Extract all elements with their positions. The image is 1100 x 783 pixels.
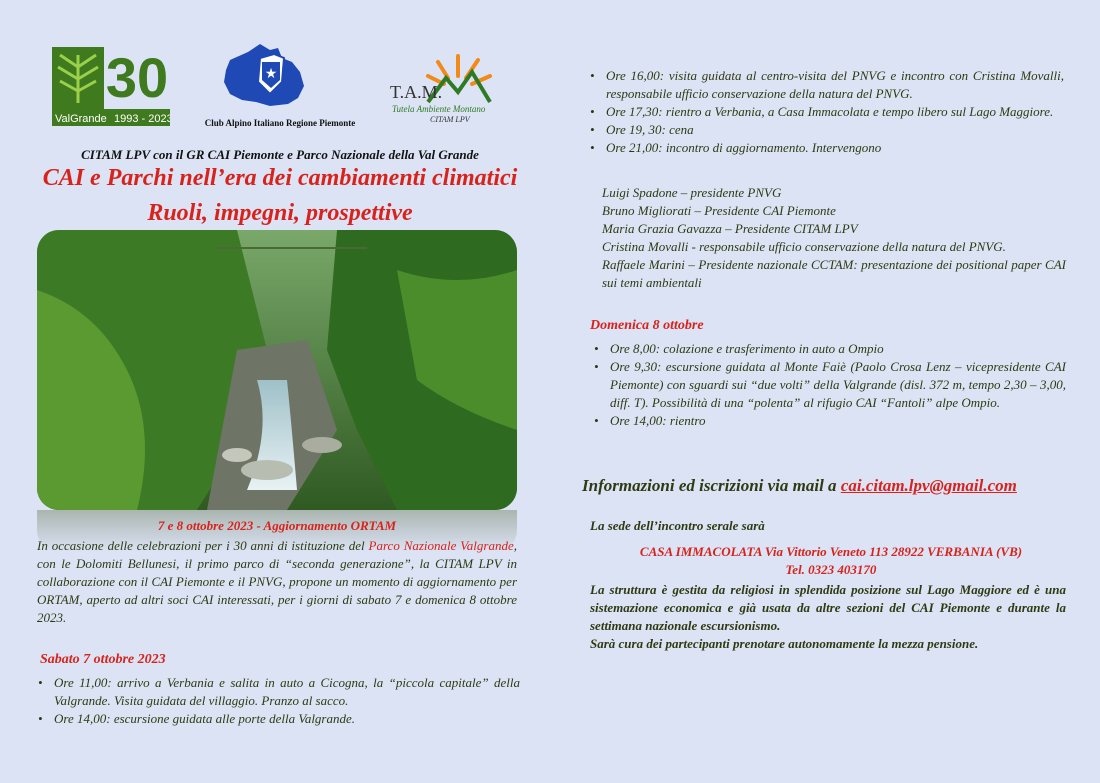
mezza-pensione-text: Sarà cura dei partecipanti prenotare autonomamente la mezza pensione.: [590, 636, 979, 651]
tam-logo: [388, 48, 506, 126]
intro-paragraph: [37, 537, 517, 627]
list-item: • Ore 14,00: escursione guidata alle porte della Valgrande.: [38, 711, 356, 726]
casa-immacolata-address: [586, 543, 1076, 579]
svg-text:CITAM LPV: CITAM LPV: [430, 115, 470, 124]
organizers-line: CITAM LPV con il GR CAI Piemonte e Parco Nazionale della Val Grande: [81, 147, 479, 162]
list-item: • Ore 9,30: escursione guidata al Monte Faiè (Paolo Crosa Lenz – vicepresidente CAI Piemonte) con sguardi sui “due volti” della Valgrande (disl. 372 m, tempo 2,30 – 3,00, diff. T). Possibilità di una “polenta” al rifugio CAI “Fantoli” alpe Ompio.: [594, 359, 1066, 410]
svg-text:★: ★: [264, 67, 278, 82]
svg-text:1993 - 2023: 1993 - 2023: [114, 113, 170, 125]
main-title: CAI e Parchi nell’era dei cambiamenti climatici: [42, 165, 518, 191]
list-item: • Ore 19, 30: cena: [590, 122, 694, 137]
sede-intro: La sede dell’incontro serale sarà: [590, 518, 765, 533]
svg-text:Tutela Ambiente Montano: Tutela Ambiente Montano: [392, 104, 486, 114]
info-label: Informazioni ed iscrizioni via mail a: [582, 476, 841, 495]
intro-text-b: , con le Dolomiti Bellunesi, il primo parco di “seconda generazione”, la CITAM LPV in collaborazione con il CAI Piemonte e il PNVG, propone un momento di aggiornamento per ORTAM, aperto ad altri soci CAI interessati, per i giorni di sabato 7 e domenica 8 ottobre 2023.: [37, 538, 517, 625]
email-link[interactable]: cai.citam.lpv@gmail.com: [840, 476, 1017, 495]
speakers-list: [602, 184, 1066, 292]
list-item: • Ore 8,00: colazione e trasferimento in auto a Ompio: [594, 341, 884, 356]
struttura-paragraph: [590, 581, 1066, 653]
valgrande-river-photo: [37, 230, 517, 510]
event-date-line: 7 e 8 ottobre 2023 - Aggiornamento ORTAM: [157, 518, 397, 533]
svg-text:ValGrande: ValGrande: [55, 113, 107, 125]
svg-text:T.A.M.: T.A.M.: [390, 82, 443, 102]
list-item: • Ore 14,00: rientro: [594, 413, 706, 428]
speaker: Maria Grazia Gavazza – Presidente CITAM LPV: [602, 221, 858, 236]
speaker: Raffaele Marini – Presidente nazionale CCTAM: presentazione dei positional paper CAI sui temi ambientali: [602, 257, 1066, 290]
sabato-heading: Sabato 7 ottobre 2023: [40, 652, 166, 667]
speaker: Bruno Migliorati – Presidente CAI Piemonte: [602, 203, 836, 218]
list-item: • Ore 17,30: rientro a Verbania, a Casa Immacolata e tempo libero sul Lago Maggiore.: [590, 104, 1054, 119]
svg-text:Club Alpino Italiano Regione P: Club Alpino Italiano Regione Piemonte: [204, 118, 356, 128]
domenica-heading: Domenica 8 ottobre: [590, 318, 704, 333]
speaker: Cristina Movalli - responsabile ufficio conservazione della natura del PNVG.: [602, 239, 1006, 254]
sabato-continued-schedule: [586, 67, 1064, 157]
subtitle: Ruoli, impegni, prospettive: [147, 200, 413, 226]
parco-valgrande-30-logo: [52, 47, 170, 126]
address-line: CASA IMMACOLATA Via Vittorio Veneto 113 28922 VERBANIA (VB): [639, 544, 1023, 559]
sabato-schedule: [34, 674, 520, 728]
speaker: Luigi Spadone – presidente PNVG: [602, 185, 782, 200]
list-item: • Ore 21,00: incontro di aggiornamento. Intervengono: [590, 140, 882, 155]
info-line: [582, 476, 1082, 496]
phone-line: Tel. 0323 403170: [785, 562, 877, 577]
struttura-text: La struttura è gestita da religiosi in splendida posizione sul Lago Maggiore ed è una sistemazione economica e già usata da altre sezioni del CAI Piemonte e durante la settimana nazionale escursionismo.: [590, 582, 1066, 633]
list-item: • Ore 11,00: arrivo a Verbania e salita in auto a Cicogna, la “piccola capitale” della Valgrande. Visita guidata del villaggio. Pranzo al sacco.: [38, 675, 520, 708]
intro-text-a: In occasione delle celebrazioni per i 30 anni di istituzione del: [37, 538, 369, 553]
cai-piemonte-logo: [200, 42, 360, 132]
list-item: • Ore 16,00: visita guidata al centro-visita del PNVG e incontro con Cristina Movalli, responsabile ufficio conservazione della natura del PNVG.: [590, 68, 1064, 101]
parco-link[interactable]: Parco Nazionale Valgrande: [368, 538, 514, 553]
domenica-schedule: [590, 340, 1066, 430]
svg-text:30: 30: [105, 47, 169, 109]
